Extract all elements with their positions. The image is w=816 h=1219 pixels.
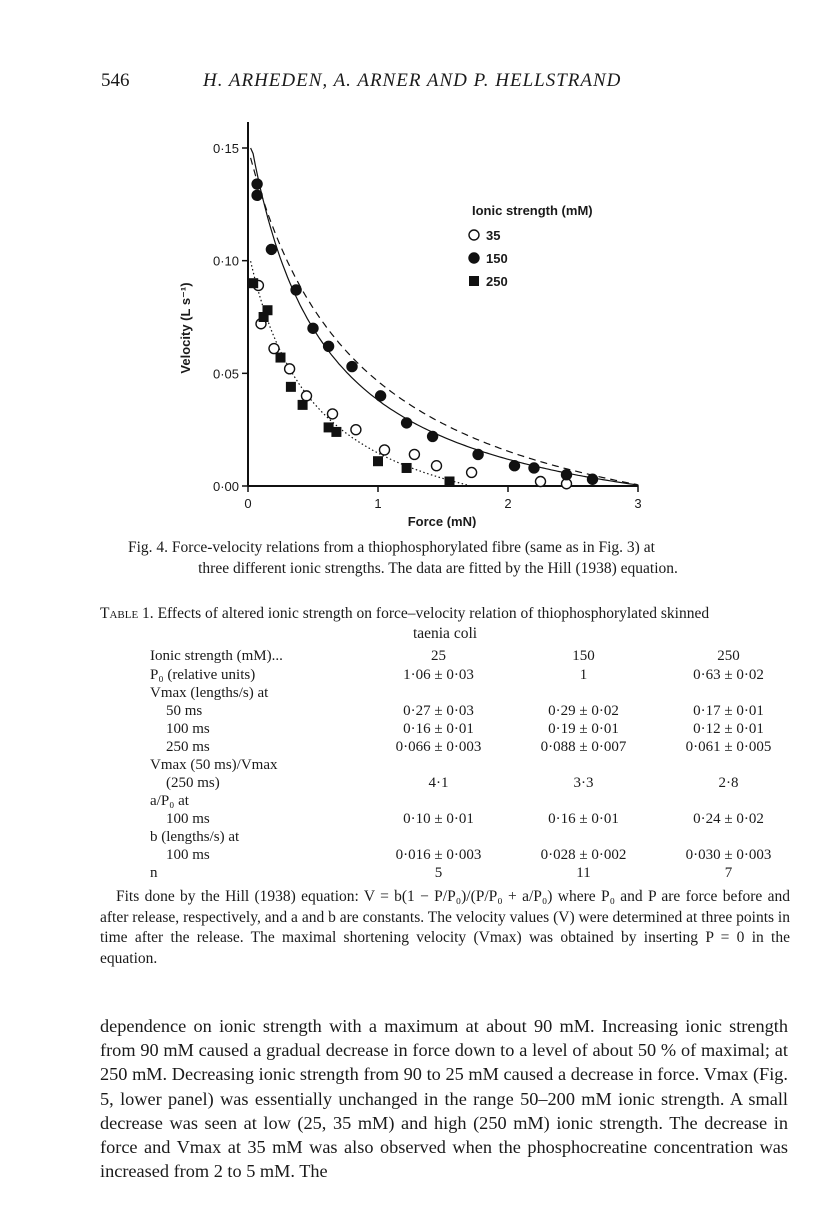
legend-marker-35 <box>469 230 479 240</box>
table-cell: 0·63 ± 0·02 <box>693 667 764 683</box>
table-cell: 0·016 ± 0·003 <box>395 847 482 863</box>
table-row-label: a/P₀ at <box>150 793 189 809</box>
y-axis-label: Velocity (L s⁻¹) <box>178 282 193 374</box>
table-row <box>150 810 801 828</box>
data-point-150 <box>562 470 572 480</box>
table-row <box>150 684 801 702</box>
fit-curve-250 <box>251 261 472 486</box>
data-point-250 <box>248 278 258 288</box>
data-point-35 <box>351 425 361 435</box>
table-cell <box>366 684 511 702</box>
data-point-150 <box>308 323 318 333</box>
table-cell <box>366 756 511 774</box>
table-cell <box>656 828 801 846</box>
table-cell: 0·24 ± 0·02 <box>693 811 764 827</box>
data-point-35 <box>432 461 442 471</box>
y-tick-label: 0·15 <box>212 141 239 156</box>
table-cell: 3·3 <box>573 775 594 791</box>
table-row-label: n <box>150 865 158 881</box>
table-row <box>150 666 801 684</box>
table-row-label: 100 ms <box>166 847 210 863</box>
table-caption <box>100 604 790 644</box>
table-cell <box>366 792 511 810</box>
data-point-35 <box>409 449 419 459</box>
table-cell: 0·061 ± 0·005 <box>685 739 772 755</box>
x-axis-label: Force (mN) <box>407 514 477 528</box>
table-header-cell: 250 <box>717 648 740 664</box>
plot-area <box>213 122 642 511</box>
legend-marker-250 <box>469 276 479 286</box>
table-cell: 0·19 ± 0·01 <box>548 721 619 737</box>
table-cell <box>656 756 801 774</box>
table-cell: 2·8 <box>718 775 739 791</box>
table-row-label: 100 ms <box>166 811 210 827</box>
data-point-35 <box>467 467 477 477</box>
figure-caption-line-2: three different ionic strengths. The data are fitted by the Hill (1938) equation. <box>198 560 678 577</box>
ionic-strength-table <box>150 646 801 882</box>
table-row-label: P₀ (relative units) <box>150 667 256 683</box>
table-cell: 1 <box>579 667 588 683</box>
data-point-150 <box>473 449 483 459</box>
table-cell <box>656 684 801 702</box>
table-cell <box>656 792 801 810</box>
data-point-150 <box>252 179 262 189</box>
table-cell <box>511 756 656 774</box>
table-row <box>150 756 801 774</box>
data-point-150 <box>588 474 598 484</box>
data-point-250 <box>276 353 286 363</box>
table-cell: 5 <box>434 865 443 881</box>
table-cell <box>366 828 511 846</box>
data-point-150 <box>376 391 386 401</box>
table-footnote: Fits done by the Hill (1938) equation: V = b(1 − P/P₀)/(P/P₀ + a/P₀) where P₀ and P are force before and after release, respectively, and a and b are constants. The velocity values (V) were determined at three points in time after the release. The maximal shortening velocity (Vmax) was obtained by inserting P = 0 in the equation. <box>100 888 790 967</box>
table-header-label: Ionic strength (mM)... <box>150 648 283 664</box>
data-point-150 <box>529 463 539 473</box>
table-row-label: 100 ms <box>166 721 210 737</box>
y-tick-label: 0·10 <box>212 253 239 269</box>
table-cell: 0·29 ± 0·02 <box>548 703 619 719</box>
data-point-250 <box>445 476 455 486</box>
table-row-label: (250 ms) <box>166 775 220 791</box>
table-cell: 7 <box>724 865 733 881</box>
force-velocity-figure <box>170 118 670 528</box>
table-caption-line-1: Effects of altered ionic strength on force–velocity relation of thiophosphorylated skinned <box>153 605 710 622</box>
table-cell: 1·06 ± 0·03 <box>403 667 474 683</box>
data-point-250 <box>402 463 412 473</box>
data-point-150 <box>402 418 412 428</box>
data-point-250 <box>331 427 341 437</box>
legend-title: Ionic strength (mM) <box>472 203 593 218</box>
table-cell: 11 <box>576 865 591 881</box>
data-point-150 <box>428 431 438 441</box>
table-row-label: b (lengths/s) at <box>150 829 240 845</box>
table-cell: 0·028 ± 0·002 <box>540 847 627 863</box>
body-paragraph: dependence on ionic strength with a maximum at about 90 mM. Increasing ionic strength from 90 mM caused a gradual decrease in force down to a level of about 50 % of maximal; at 250 mM. Decreasing ionic strength from 90 to 25 mM caused a decrease in force. Vmax (Fig. 5, lower panel) was essentially unchanged in the range 50–200 mM ionic strength. A small decrease was seen at low (25, 35 mM) and high (250 mM) ionic strength. The decrease in force and Vmax at 35 mM was also observed when the phosphocreatine concentration was increased from 2 to 5 mM. The <box>100 1016 788 1182</box>
table-caption-line-2: taenia coli <box>412 625 478 642</box>
data-point-250 <box>263 305 273 315</box>
data-point-150 <box>324 341 334 351</box>
data-point-35 <box>269 344 279 354</box>
table-cell <box>511 828 656 846</box>
table-row <box>150 774 801 792</box>
table-row <box>150 846 801 864</box>
table-row <box>150 738 801 756</box>
data-point-150 <box>510 461 520 471</box>
table-row <box>150 828 801 846</box>
data-point-150 <box>266 244 276 254</box>
table-cell <box>511 792 656 810</box>
table-header-cell: 25 <box>431 648 446 664</box>
data-point-35 <box>380 445 390 455</box>
table-cell: 0·27 ± 0·03 <box>403 703 474 719</box>
table-row <box>150 702 801 720</box>
x-tick-label: 3 <box>634 496 642 511</box>
table-cell: 0·17 ± 0·01 <box>693 703 764 719</box>
table-cell: 0·16 ± 0·01 <box>548 811 619 827</box>
data-point-250 <box>286 382 296 392</box>
table-row <box>150 792 801 810</box>
data-point-35 <box>536 476 546 486</box>
page-number: 546 <box>101 70 130 91</box>
table-header-cell: 150 <box>572 648 595 664</box>
table-cell <box>511 684 656 702</box>
data-point-150 <box>347 362 357 372</box>
x-tick-label: 2 <box>504 496 512 511</box>
running-head: H. ARHEDEN, A. ARNER AND P. HELLSTRAND <box>203 70 622 91</box>
table-row-label: 250 ms <box>166 739 210 755</box>
table-caption-prefix: Table 1. <box>100 605 154 622</box>
fit-curve-35 <box>251 148 638 486</box>
x-tick-label: 0 <box>244 496 252 511</box>
table-cell: 0·16 ± 0·01 <box>403 721 474 737</box>
table-row-label: Vmax (50 ms)/Vmax <box>150 757 278 773</box>
legend-label: 35 <box>486 228 501 243</box>
table-cell: 0·030 ± 0·003 <box>685 847 772 863</box>
data-point-35 <box>302 391 312 401</box>
y-tick-label: 0·00 <box>212 479 239 494</box>
y-tick-label: 0·05 <box>212 366 239 382</box>
table-cell: 0·12 ± 0·01 <box>693 721 764 737</box>
table-header-row <box>150 646 801 666</box>
table-cell: 4·1 <box>428 775 449 791</box>
x-tick-label: 1 <box>374 496 382 511</box>
table-row <box>150 864 801 882</box>
data-point-250 <box>373 456 383 466</box>
data-point-150 <box>252 190 262 200</box>
legend-marker-150 <box>469 253 479 263</box>
data-point-35 <box>285 364 295 374</box>
figure-caption-line-1: Fig. 4. Force-velocity relations from a thiophosphorylated fibre (same as in Fig. 3) at <box>128 539 655 556</box>
data-point-150 <box>291 285 301 295</box>
table-row-label: Vmax (lengths/s) at <box>150 685 269 701</box>
legend-label: 150 <box>486 251 508 266</box>
legend-label: 250 <box>486 274 508 289</box>
table-row-label: 50 ms <box>166 703 203 719</box>
legend <box>469 203 593 289</box>
table-row <box>150 720 801 738</box>
table-cell: 0·10 ± 0·01 <box>403 811 474 827</box>
table-cell: 0·088 ± 0·007 <box>540 739 627 755</box>
data-point-35 <box>328 409 338 419</box>
table-cell: 0·066 ± 0·003 <box>395 739 482 755</box>
figure-caption <box>128 537 748 579</box>
data-point-250 <box>298 400 308 410</box>
